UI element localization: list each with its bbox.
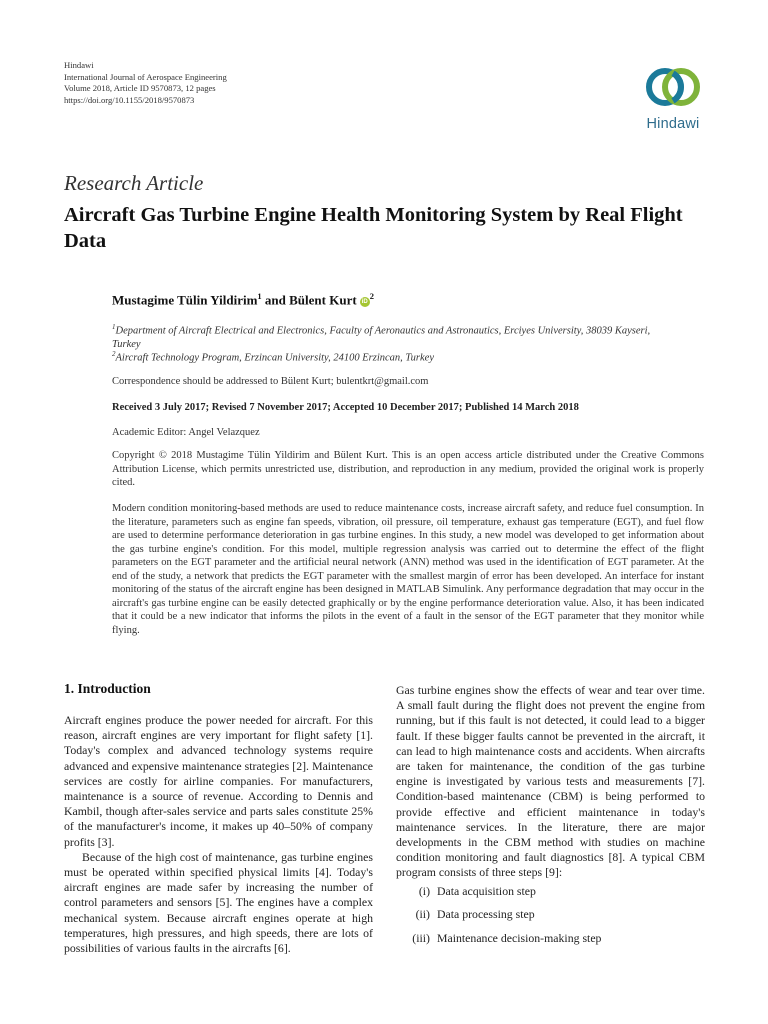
doi-link[interactable]: https://doi.org/10.1155/2018/9570873 (64, 94, 195, 105)
affiliation-marker: 1 (257, 291, 262, 301)
hindawi-rings-logo-icon (640, 62, 706, 114)
affiliation-number: 1 (112, 323, 116, 331)
academic-editor: Academic Editor: Angel Velazquez (112, 427, 260, 438)
right-column (396, 683, 705, 881)
list-number: (iii) (412, 930, 430, 945)
list-number: (ii) (415, 907, 430, 922)
affiliation (112, 348, 672, 365)
journal-name: International Journal of Aerospace Engineering (64, 71, 227, 82)
list-item (396, 907, 696, 930)
publication-info (64, 60, 227, 106)
paragraph: Because of the high cost of maintenance, gas turbine engines must be operated within specified physical limits [4]. Today's aircraft engines are made safer by increasing the number of control parameters and sensors [5]. The engines have a complex mechanical system. Because aircraft engines operate at high temperatures, high pressures, and high speeds, there are lots of possibilities of various faults in the aircrafts [6]. (64, 849, 373, 956)
affiliation-text: Department of Aircraft Electrical and Electronics, Faculty of Aeronautics and Astronautics, Erciyes University, 38039 Kayseri, Turkey (112, 325, 651, 350)
affiliation (112, 321, 672, 352)
paragraph: Gas turbine engines show the effects of wear and tear over time. A small fault during the flight does not prevent the engine from running, but if this fault is not detected, it could lead to a bigger fault. If these bigger faults cannot be prevented in the aircraft, it can lead to high maintenance costs and accidents. When aircrafts are taken for maintenance, the condition of the gas turbine engine is investigated by various tests and measurements [7]. Condition-based maintenance (CBM) is being performed to provide effective and efficient maintenance in today's maintenance services. In the literature, there are major developments in the CBM method with studies on machine condition monitoring and fault diagnostics [8]. A typical CBM program consists of three steps [9]: (396, 683, 705, 880)
author-name[interactable]: Bülent Kurt (289, 292, 357, 308)
volume-info: Volume 2018, Article ID 9570873, 12 pages (64, 83, 216, 94)
affiliation-marker: 2 (369, 291, 374, 301)
cbm-steps-list (396, 884, 696, 954)
list-item (396, 931, 696, 954)
article-title: Aircraft Gas Turbine Engine Health Monitoring System by Real Flight Data (64, 204, 683, 252)
list-text: Maintenance decision-making step (437, 930, 602, 945)
abstract: Modern condition monitoring-based methods are used to reduce maintenance costs, increase aircraft safety, and reduce fuel consumption. In the literature, parameters such as engine fan speeds, vibration, oil pressure, oil temperature, exhaust gas temperature (EGT), and fuel flow are used to determine performance deterioration in gas turbine engines. In this study, a new model was developed to get information about the gas turbine engine's condition. For this model, multiple regression analysis was carried out to determine the effect of the flight parameters on the EGT parameter and the artificial neural network (ANN) method was used in the identification of EGT parameter. At the end of the study, a network that predicts the EGT parameter with the smallest margin of error has been developed. An interface for instant monitoring of the status of the aircraft engine has been designed in MATLAB Simulink. Any performance degradation that may occur in the aircraft's gas turbine engine can be easily detected graphically or by the engine performance deterioration value. Also, it has been indicated that it could be a new indicator that informs the pilots in the event of a fault in the sensor of the EGT parameter that they monitor while flying. (112, 503, 704, 636)
copyright-notice: Copyright © 2018 Mustagime Tülin Yildirim and Bülent Kurt. This is an open access article distributed under the Creative Commons Attribution License, which permits unrestricted use, distribution, and reproduction in any medium, provided the original work is properly cited. (112, 450, 704, 488)
list-text: Data processing step (437, 907, 535, 922)
affiliation-number: 2 (112, 350, 116, 358)
hindawi-logo[interactable] (640, 62, 706, 132)
author-list (112, 291, 374, 308)
publication-dates: Received 3 July 2017; Revised 7 November 2017; Accepted 10 December 2017; Published 14 March 2018 (112, 402, 579, 413)
list-text: Data acquisition step (437, 884, 536, 898)
orcid-icon[interactable]: iD (361, 299, 368, 306)
correspondence: Correspondence should be addressed to Bülent Kurt; bulentkrt@gmail.com (112, 376, 429, 387)
list-item (396, 884, 696, 907)
left-column (64, 713, 373, 956)
list-number: (i) (418, 884, 430, 898)
logo-text: Hindawi (646, 116, 700, 132)
author-name[interactable]: Mustagime Tülin Yildirim (112, 292, 258, 308)
affiliation-text: Aircraft Technology Program, Erzincan University, 24100 Erzincan, Turkey (115, 352, 434, 364)
article-type: Research Article (64, 171, 204, 195)
section-heading: 1. Introduction (64, 681, 151, 696)
author-joiner: and (261, 292, 290, 308)
publisher-name: Hindawi (64, 60, 94, 70)
paragraph: Aircraft engines produce the power needed for aircraft. For this reason, aircraft engines are very important for flight safety [1]. Today's complex and advanced technology systems require advanced and expensive maintenance strategies [2]. Maintenance services are costly for airline companies. For manufacturers, maintenance is a source of revenue. According to Dennis and Kambil, though after-sales service and parts sales constitute 25% of the manufacturer's income, it makes up 40–50% of company profits [3]. (64, 713, 373, 849)
